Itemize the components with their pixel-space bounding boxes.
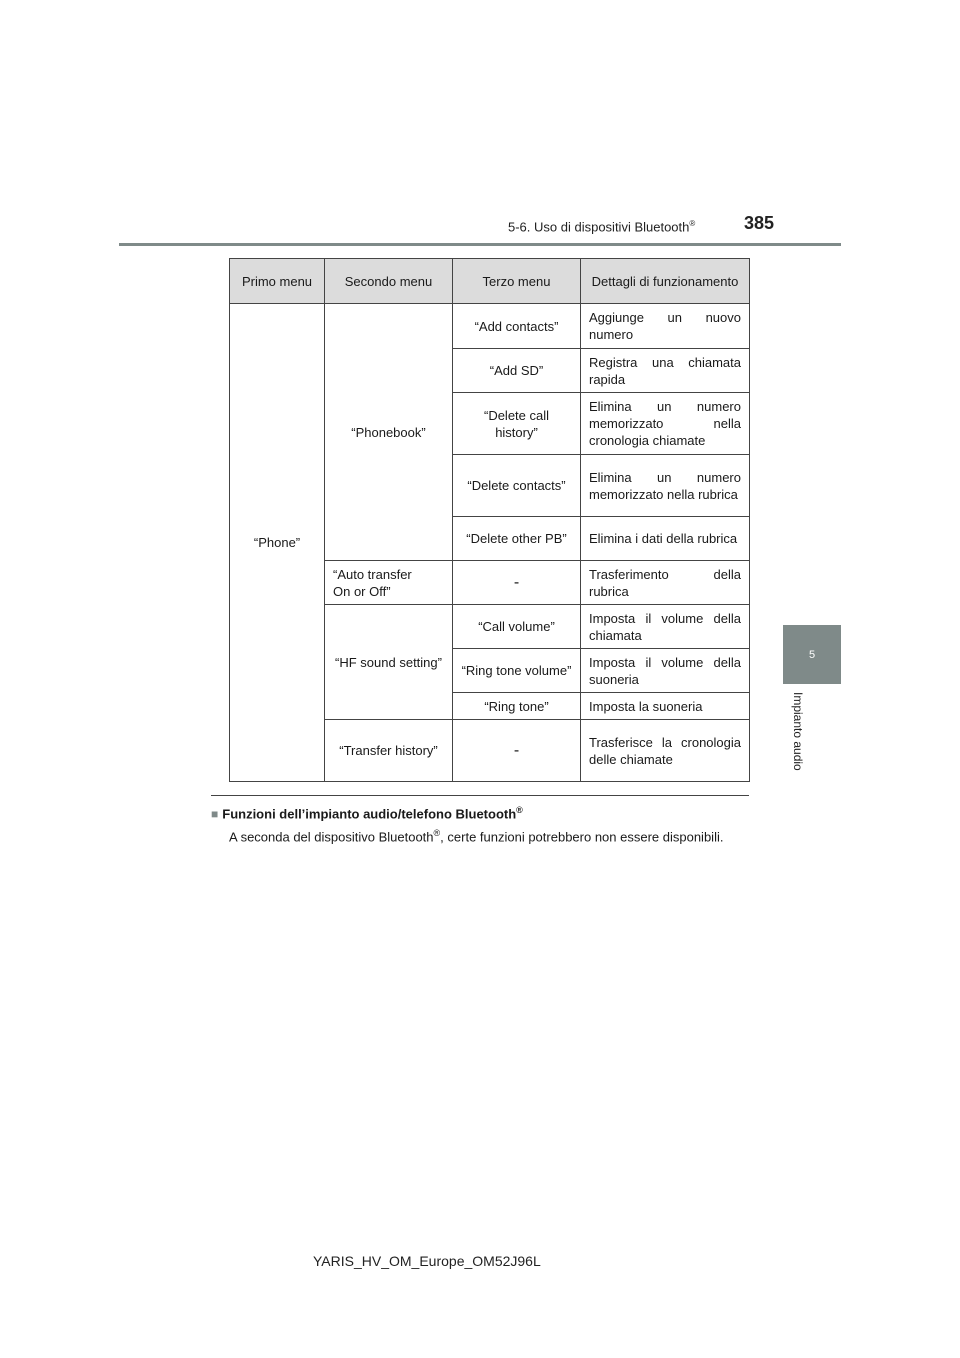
chapter-tab <box>783 625 841 684</box>
section-rule <box>211 795 749 796</box>
cell-third: “Add contacts” <box>453 304 581 349</box>
cell-third: “Call volume” <box>453 605 581 649</box>
section-body-text: A seconda del dispositivo Bluetooth®, certe funzioni potrebbero non essere disponibili. <box>229 828 724 845</box>
cell-detail: Trasferisce la cronologia delle chiamate <box>581 720 750 782</box>
cell-transfer-history: “Transfer history” <box>325 720 453 782</box>
cell-third: - <box>453 561 581 605</box>
cell-third: “Ring tone” <box>453 693 581 720</box>
cell-detail: Trasferimento della rubrica <box>581 561 750 605</box>
header-rule <box>119 243 841 246</box>
cell-third: “Ring tone volume” <box>453 649 581 693</box>
cell-detail: Aggiunge un nuovo numero <box>581 304 750 349</box>
header-secondo-menu: Secondo menu <box>325 259 453 304</box>
chapter-number: 5 <box>808 648 816 661</box>
cell-detail: Elimina un numero memorizzato nella cronologia chiamate <box>581 393 750 455</box>
cell-third: “Delete contacts” <box>453 455 581 517</box>
menu-table <box>229 258 750 782</box>
section-heading: ■ Funzioni dell’impianto audio/telefono Bluetooth® <box>211 805 523 822</box>
square-bullet-icon: ■ <box>211 807 219 822</box>
cell-third: “Delete other PB” <box>453 517 581 561</box>
cell-third: - <box>453 720 581 782</box>
cell-detail: Imposta il volume della suoneria <box>581 649 750 693</box>
header-dettagli: Dettagli di funzionamento <box>581 259 750 304</box>
cell-third: “Delete call history” <box>453 393 581 455</box>
header-primo-menu: Primo menu <box>230 259 325 304</box>
cell-detail: Imposta la suoneria <box>581 693 750 720</box>
cell-detail: Registra una chiamata rapida <box>581 349 750 393</box>
cell-phone: “Phone” <box>230 304 325 782</box>
header-terzo-menu: Terzo menu <box>453 259 581 304</box>
cell-third: “Add SD” <box>453 349 581 393</box>
document-footer: YARIS_HV_OM_Europe_OM52J96L <box>313 1253 541 1269</box>
table-row <box>230 304 750 349</box>
header-section-title: 5-6. Uso di dispositivi Bluetooth® <box>508 219 696 235</box>
page-number: 385 <box>744 213 775 233</box>
cell-hf-sound-setting: “HF sound setting” <box>325 605 453 720</box>
cell-phonebook: “Phonebook” <box>325 304 453 561</box>
cell-detail: Elimina i dati della rubrica <box>581 517 750 561</box>
cell-detail: Imposta il volume della chiamata <box>581 605 750 649</box>
chapter-label: Impianto audio <box>791 692 805 771</box>
cell-detail: Elimina un numero memorizzato nella rubrica <box>581 455 750 517</box>
cell-auto-transfer: “Auto transfer On or Off” <box>325 561 453 605</box>
table-header-row <box>230 259 750 304</box>
